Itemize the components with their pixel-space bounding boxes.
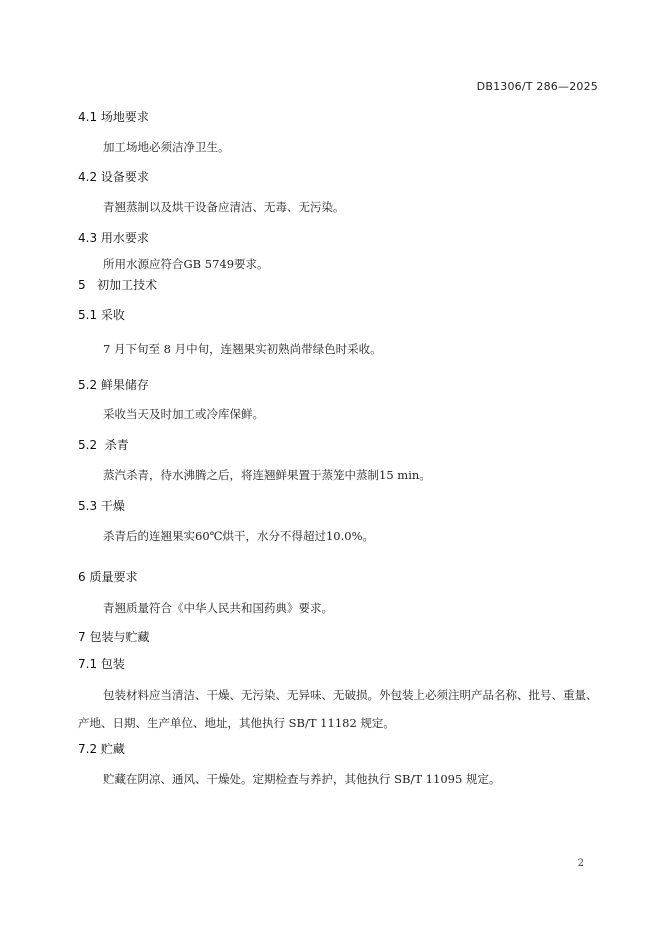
heading-4-2: 4.2 设备要求 xyxy=(78,170,149,184)
paragraph-4-3: 所用水源应符合GB 5749要求。 xyxy=(103,257,269,271)
paragraph-5-1: 7 月下旬至 8 月中旬，连翘果实初熟尚带绿色时采收。 xyxy=(103,342,382,356)
heading-5: 5 初加工技术 xyxy=(78,278,158,292)
paragraph-5-3: 杀青后的连翘果实60℃烘干，水分不得超过10.0%。 xyxy=(103,529,375,543)
heading-6: 6 质量要求 xyxy=(78,570,138,584)
heading-5-1: 5.1 采收 xyxy=(78,308,125,322)
paragraph-4-1: 加工场地必须洁净卫生。 xyxy=(103,140,230,154)
heading-4-1: 4.1 场地要求 xyxy=(78,110,149,124)
heading-5-3: 5.3 干燥 xyxy=(78,499,125,513)
heading-7-1: 7.1 包装 xyxy=(78,657,125,671)
heading-5-2-blanching: 5.2 杀青 xyxy=(78,438,129,452)
paragraph-7-2: 贮藏在阴凉、通风、干燥处。定期检查与养护，其他执行 SB/T 11095 规定。 xyxy=(103,772,501,786)
heading-5-2-storage: 5.2 鲜果储存 xyxy=(78,378,149,392)
paragraph-4-2: 青翘蒸制以及烘干设备应清洁、无毒、无污染。 xyxy=(103,200,345,214)
paragraph-6: 青翘质量符合《中华人民共和国药典》要求。 xyxy=(103,601,333,615)
document-code: DB1306/T 286—2025 xyxy=(476,80,598,93)
paragraph-5-2-blanching: 蒸汽杀青，待水沸腾之后，将连翘鲜果置于蒸笼中蒸制15 min。 xyxy=(103,468,431,482)
paragraph-7-1: 包装材料应当清洁、干燥、无污染、无异味、无破损。外包装上必须注明产品名称、批号、重量、产地、日期、生产单位、地址，其他执行 SB/T 11182 规定。 xyxy=(78,688,598,730)
heading-4-3: 4.3 用水要求 xyxy=(78,231,149,245)
page-number: 2 xyxy=(577,858,584,869)
heading-7-2: 7.2 贮藏 xyxy=(78,742,125,756)
heading-7: 7 包装与贮藏 xyxy=(78,630,150,644)
paragraph-5-2-storage: 采收当天及时加工或冷库保鲜。 xyxy=(103,407,264,421)
